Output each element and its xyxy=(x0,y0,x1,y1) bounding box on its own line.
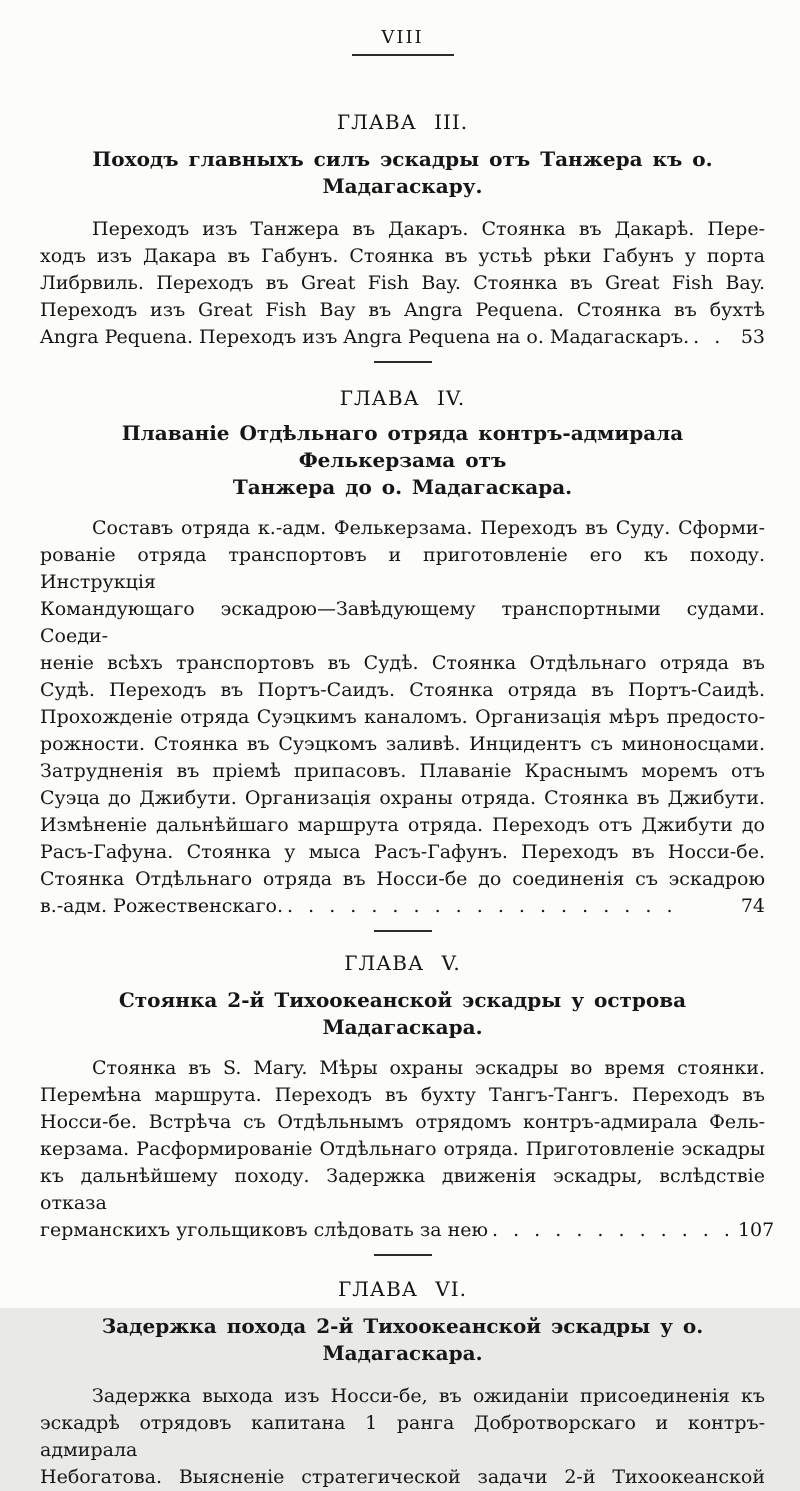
toc-line: Небогатова. Выясненіе стратегической задачи 2-й Тихоокеанской xyxy=(40,1466,765,1488)
chapter-title xyxy=(40,420,765,501)
chapter-summary xyxy=(40,515,765,920)
chapter-title: Стоянка 2-й Тихоокеанской эскадры у острова Мадагаскара. xyxy=(118,988,687,1039)
toc-line-text: в.-адм. Рожественскаго. xyxy=(40,895,284,917)
toc-last-line xyxy=(40,893,765,920)
chapter-heading: ГЛАВА III. xyxy=(336,110,469,134)
folio-number: VIII xyxy=(381,27,424,48)
leader-dots: . . xyxy=(693,326,721,348)
toc-line: неніе всѣхъ транспортовъ въ Судѣ. Стоянка Отдѣльнаго отряда въ xyxy=(40,652,765,674)
section-divider xyxy=(374,930,432,932)
toc-line: Прохожденіе отряда Суэцкимъ каналомъ. Организація мѣръ предосто- xyxy=(40,706,765,728)
toc-line: Затрудненія въ пріемѣ припасовъ. Плаваніе Краснымъ моремъ отъ xyxy=(40,760,765,782)
folio-rule xyxy=(352,54,454,56)
toc-line: Измѣненіе дальнѣйшаго маршрута отряда. Переходъ отъ Джибути до xyxy=(40,814,765,836)
toc-line: Переходъ изъ Great Fish Bay въ Angra Pequena. Стоянка въ бухтѣ xyxy=(40,299,765,321)
toc-line: Либрвиль. Переходъ въ Great Fish Bay. Стоянка въ Great Fish Bay. xyxy=(40,272,765,294)
chapter-title-line: Плаваніе Отдѣльнаго отряда контръ-адмирала Фелькерзама отъ xyxy=(121,421,684,472)
section-divider xyxy=(374,1254,432,1256)
toc-line: эскадрѣ отрядовъ капитана 1 ранга Добротворскаго и контръ-адмирала xyxy=(40,1412,765,1461)
toc-line: къ дальнѣйшему походу. Задержка движенія эскадры, вслѣдствіе отказа xyxy=(40,1165,765,1214)
chapter-section-5 xyxy=(40,950,775,1256)
section-divider xyxy=(374,361,432,363)
chapter-summary xyxy=(40,1055,775,1244)
toc-line: Командующаго эскадрою—Завѣдующему транспортными судами. Соеди- xyxy=(40,598,765,647)
toc-line: Носси-бе. Встрѣча съ Отдѣльнымъ отрядомъ контръ-адмирала Фель- xyxy=(40,1111,765,1133)
chapter-summary xyxy=(40,216,765,351)
toc-line: Составъ отряда к.-адм. Фелькерзама. Переходъ въ Суду. Сформи- xyxy=(92,517,765,539)
chapter-section-6 xyxy=(40,1276,765,1491)
chapter-title: Задержка похода 2-й Тихоокеанской эскадры у о. Мадагаскара. xyxy=(101,1314,704,1365)
chapter-section-4 xyxy=(40,385,765,932)
leader-dots: . . . . . . . . . . . . . . . . . . . xyxy=(287,895,673,917)
leader-dots: . . . . . . . . . . . . xyxy=(492,1219,730,1241)
page-number: 74 xyxy=(740,895,765,917)
toc-line: Судѣ. Переходъ въ Портъ-Саидъ. Стоянка отряда въ Портъ-Саидѣ. xyxy=(40,679,765,701)
toc-last-line xyxy=(40,324,765,351)
toc-line: керзама. Расформированіе Отдѣльнаго отряда. Приготовленіе эскадры xyxy=(40,1138,765,1160)
toc-line: Стоянка въ S. Mary. Мѣры охраны эскадры во время стоянки. xyxy=(92,1057,765,1079)
toc-line: Стоянка Отдѣльнаго отряда въ Носси-бе до соединенія съ эскадрою xyxy=(40,868,765,890)
toc-line: Расъ-Гафуна. Стоянка у мыса Расъ-Гафунъ. Переходъ въ Носси-бе. xyxy=(40,841,765,863)
toc-line: Переходъ изъ Танжера въ Дакаръ. Стоянка въ Дакарѣ. Пере- xyxy=(92,218,765,240)
toc-line: ходъ изъ Дакара въ Габунъ. Стоянка въ устьѣ рѣки Габунъ у порта xyxy=(40,245,765,267)
toc-line: Суэца до Джибути. Организація охраны отряда. Стоянка въ Джибути. xyxy=(40,787,765,809)
toc-line: рованіе отряда транспортовъ и приготовленіе его къ походу. Инструкція xyxy=(40,544,765,593)
page-number: 107 xyxy=(737,1219,775,1241)
chapter-heading: ГЛАВА V. xyxy=(344,951,461,975)
page-number: 53 xyxy=(740,326,765,348)
toc-line-text: германскихъ угольщиковъ слѣдовать за нею xyxy=(40,1219,489,1241)
toc-last-line xyxy=(40,1217,775,1244)
toc-line: Перемѣна маршрута. Переходъ въ бухту Тангъ-Тангъ. Переходъ въ xyxy=(40,1084,765,1106)
page-header xyxy=(40,26,765,56)
chapter-summary xyxy=(40,1383,765,1491)
toc-line: рожности. Стоянка въ Суэцкомъ заливѣ. Инцидентъ съ миноносцами. xyxy=(40,733,765,755)
chapter-heading: ГЛАВА IV. xyxy=(339,386,466,410)
chapter-title-line: Танжера до о. Мадагаскара. xyxy=(232,475,573,499)
chapter-title: Походъ главныхъ силъ эскадры отъ Танжера къ о. Мадагаскару. xyxy=(92,147,713,198)
toc-line: Задержка выхода изъ Носси-бе, въ ожиданіи присоединенія къ xyxy=(92,1385,765,1407)
chapter-section-3 xyxy=(40,109,765,363)
chapter-heading: ГЛАВА VI. xyxy=(338,1277,467,1301)
toc-line-text: Angra Pequena. Переходъ изъ Angra Pequena на о. Мадагаскаръ. xyxy=(40,326,690,348)
